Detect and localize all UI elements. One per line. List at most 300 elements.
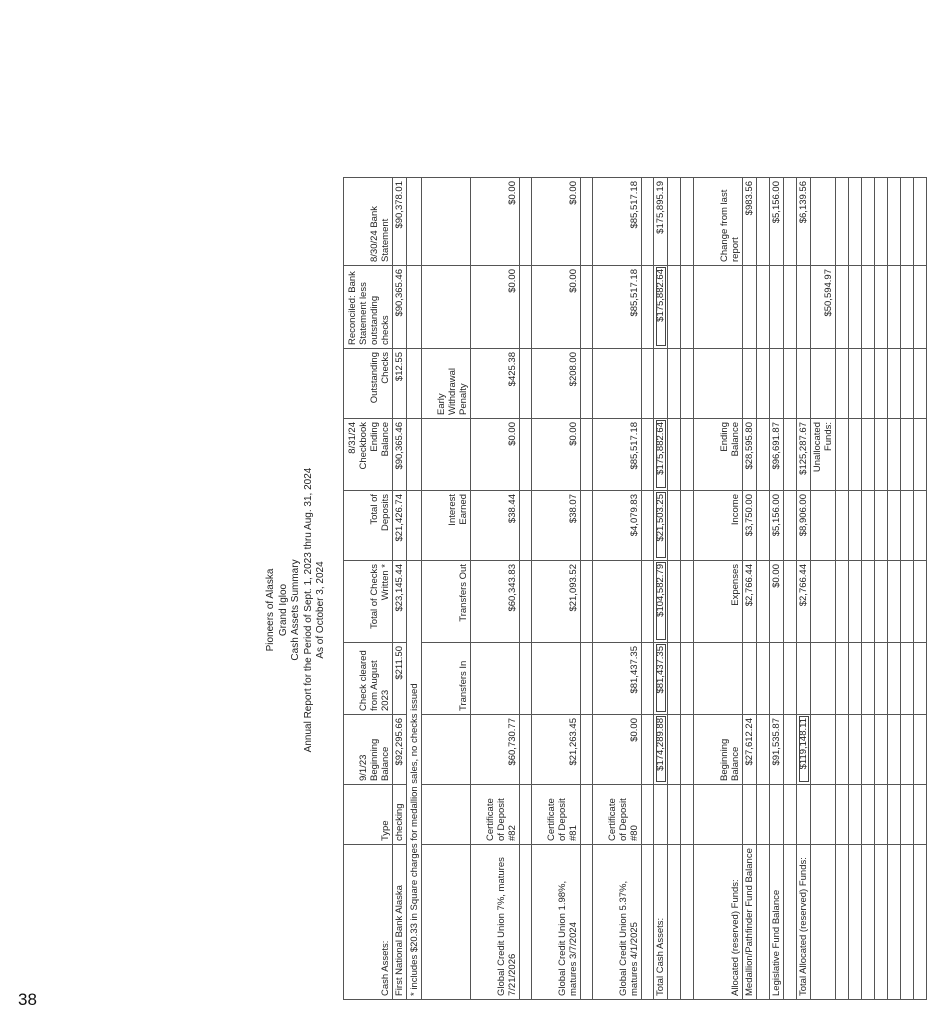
table-cell [642,349,654,419]
table-cell [642,785,654,845]
table-cell [901,561,914,643]
table-cell [770,266,784,349]
rotated-report [0,170,834,1000]
table-row [471,178,520,1000]
table-cell: $175,882.64 [654,419,668,491]
table-row [836,178,849,1000]
table-cell [422,178,471,266]
table-row [875,178,888,1000]
table-cell [668,561,681,643]
table-cell: $92,295.66 [393,715,407,785]
table-cell [593,561,642,643]
table-cell [914,845,927,1000]
table-cell [888,349,901,419]
table-cell [914,561,927,643]
table-cell [862,561,875,643]
table-cell [770,785,784,845]
table-cell: $174,289.88 [654,715,668,785]
table-row [581,178,593,1000]
table-cell [520,266,532,349]
table-cell [849,845,862,1000]
table-cell [836,643,849,715]
table-cell [520,785,532,845]
table-cell: $3,750.00 [743,491,757,561]
table-cell [471,643,520,715]
table-cell [901,178,914,266]
table-cell [757,266,770,349]
table-cell: $208.00 [532,349,581,419]
table-cell [901,419,914,491]
org-name: Pioneers of Alaska [265,568,276,652]
table-cell: $12.55 [393,349,407,419]
table-cell [642,561,654,643]
table-cell [862,715,875,785]
table-cell [668,349,681,419]
table-cell [849,349,862,419]
table-cell [849,178,862,266]
table-cell [797,785,811,845]
table-cell: $0.00 [471,178,520,266]
table-cell: Legislative Fund Balance [770,845,784,1000]
table-cell: $5,156.00 [770,178,784,266]
table-cell [681,643,694,715]
table-row [668,178,681,1000]
table-cell [784,845,797,1000]
table-cell [642,715,654,785]
table-cell [875,643,888,715]
table-cell [784,419,797,491]
table-cell [407,266,422,349]
col-header: Ending Balance [694,419,743,491]
table-cell [681,491,694,561]
table-cell [875,419,888,491]
table-row [743,178,757,1000]
table-cell [784,178,797,266]
table-row [642,178,654,1000]
table-cell [849,266,862,349]
table-cell [836,561,849,643]
table-cell: $0.00 [770,561,784,643]
table-cell: $28,595.80 [743,419,757,491]
table-row [694,178,743,1000]
table-row [811,178,836,1000]
table-cell [784,785,797,845]
table-cell [581,178,593,266]
table-cell [422,266,471,349]
table-cell: $90,365.46 [393,266,407,349]
table-cell: $50,594.97 [811,266,836,349]
table-cell [914,643,927,715]
table-cell: $60,343.83 [471,561,520,643]
col-header: Check cleared from August 2023 [344,643,393,715]
table-cell [642,491,654,561]
table-cell [875,715,888,785]
col-header: Expenses [694,561,743,643]
table-row [757,178,770,1000]
table-cell: $0.00 [471,419,520,491]
table-cell [668,845,681,1000]
table-cell [901,845,914,1000]
table-row [770,178,784,1000]
table-cell [797,266,811,349]
table-cell [901,266,914,349]
table-cell: $0.00 [532,419,581,491]
table-cell [642,845,654,1000]
table-cell [743,266,757,349]
table-cell: $4,079.83 [593,491,642,561]
table-cell [668,785,681,845]
table-cell: $90,378.01 [393,178,407,266]
table-cell [797,643,811,715]
table-cell [757,643,770,715]
table-cell: $96,691.87 [770,419,784,491]
table-cell [581,419,593,491]
table-cell: $6,139.56 [797,178,811,266]
table-cell: $125,287.67 [797,419,811,491]
table-cell [407,349,422,419]
table-cell [422,785,471,845]
table-cell: $27,612.24 [743,715,757,785]
table-cell [849,491,862,561]
table-cell [581,266,593,349]
table-cell: Certificate of Deposit #80 [593,785,642,845]
table-cell [642,643,654,715]
table-cell [862,491,875,561]
table-row [520,178,532,1000]
table-cell [914,715,927,785]
table-cell: $81,437.35 [593,643,642,715]
table-cell [811,643,836,715]
table-cell [532,643,581,715]
table-cell: Unallocated Funds: [811,419,836,491]
table-cell: Global Credit Union 1.98%, matures 3/7/2024 [532,845,581,1000]
table-cell [422,715,471,785]
table-cell [593,349,642,419]
table-cell [862,178,875,266]
table-cell [875,845,888,1000]
col-header: 8/31/24 Checkbook Ending Balance [344,419,393,491]
table-cell [757,715,770,785]
table-cell [407,178,422,266]
table-cell: $60,730.77 [471,715,520,785]
table-cell: $91,535.87 [770,715,784,785]
table-cell [757,491,770,561]
table-cell [694,785,743,845]
table-cell [581,561,593,643]
table-cell: Global Credit Union 5.37%, matures 4/1/2025 [593,845,642,1000]
table-cell [581,785,593,845]
table-cell [836,491,849,561]
cash-assets-table [343,177,927,1000]
table-cell: Global Credit Union 7%, matures 7/21/2026 [471,845,520,1000]
table-cell: $90,365.46 [393,419,407,491]
table-cell: $175,882.64 [654,266,668,349]
table-cell [888,419,901,491]
table-cell [849,643,862,715]
table-cell: $0.00 [471,266,520,349]
table-cell [757,419,770,491]
table-cell [654,785,668,845]
table-cell [811,491,836,561]
table-cell [757,561,770,643]
table-cell [681,266,694,349]
table-cell: $211.50 [393,643,407,715]
table-cell [520,561,532,643]
table-cell: $8,906.00 [797,491,811,561]
table-cell: $5,156.00 [770,491,784,561]
table-cell: $21,503.25 [654,491,668,561]
footnote: * includes $20.33 in Square charges for medallion sales, no checks issued [407,561,422,1000]
table-cell [520,643,532,715]
table-row [862,178,875,1000]
table-cell [888,491,901,561]
table-cell [875,266,888,349]
table-cell [694,643,743,715]
table-cell [668,178,681,266]
table-cell [862,419,875,491]
table-cell [811,845,836,1000]
table-cell [901,643,914,715]
table-row [593,178,642,1000]
table-cell [862,349,875,419]
table-cell [784,561,797,643]
table-cell: Total Cash Assets: [654,845,668,1000]
table-cell [811,561,836,643]
table-cell: $0.00 [532,178,581,266]
table-cell [520,178,532,266]
table-cell [642,419,654,491]
table-cell: $23,145.44 [393,561,407,643]
table-row [888,178,901,1000]
table-cell [836,785,849,845]
col-header: Beginning Balance [694,715,743,785]
table-cell: $81,437.35 [654,643,668,715]
table-cell [836,178,849,266]
table-cell [888,178,901,266]
col-header: Type [344,785,393,845]
col-header: 9/1/23 Beginning Balance [344,715,393,785]
table-cell [836,349,849,419]
table-cell [875,349,888,419]
col-header: Allocated (reserved) Funds: [694,845,743,1000]
table-cell [681,349,694,419]
table-cell [797,349,811,419]
col-header: 8/30/24 Bank Statement [344,178,393,266]
table-cell [757,845,770,1000]
table-row [532,178,581,1000]
table-cell [668,715,681,785]
table-cell [901,785,914,845]
table-cell [862,643,875,715]
table-cell: $425.38 [471,349,520,419]
table-cell [888,266,901,349]
table-row [901,178,914,1000]
table-cell: $85,517.18 [593,266,642,349]
table-cell [888,643,901,715]
table-cell [422,845,471,1000]
table-cell [914,419,927,491]
table-cell [914,785,927,845]
table-cell: Certificate of Deposit #81 [532,785,581,845]
table-cell: $175,895.19 [654,178,668,266]
table-cell [811,715,836,785]
table-cell [581,643,593,715]
table-cell [681,561,694,643]
table-cell: $119,148.11 [797,715,811,785]
table-cell [862,266,875,349]
table-row [784,178,797,1000]
table-cell [681,178,694,266]
table-cell: Certificate of Deposit #82 [471,785,520,845]
table-row [797,178,811,1000]
table-row [654,178,668,1000]
table-cell [681,785,694,845]
table-cell [743,785,757,845]
table-cell [681,845,694,1000]
table-cell [770,349,784,419]
table-cell [875,491,888,561]
table-row [422,178,471,1000]
table-cell [668,491,681,561]
col-header: Total of Deposits [344,491,393,561]
table-cell [836,715,849,785]
table-cell [681,419,694,491]
table-cell [681,715,694,785]
table-cell [520,491,532,561]
table-cell [862,845,875,1000]
table-cell: $21,263.45 [532,715,581,785]
table-row [849,178,862,1000]
table-cell [743,643,757,715]
col-header: Interest Earned [422,491,471,561]
table-cell [811,349,836,419]
col-header: Total of Checks Written * [344,561,393,643]
col-header: Transfers Out [422,561,471,643]
table-cell [836,419,849,491]
table-cell [862,785,875,845]
table-cell: $2,766.44 [743,561,757,643]
col-header: Cash Assets: [344,845,393,1000]
table-cell [888,845,901,1000]
table-cell [581,491,593,561]
report-title: Cash Assets Summary [290,559,301,661]
table-cell [849,715,862,785]
table-cell [422,419,471,491]
table-cell [694,266,743,349]
table-cell: $38.07 [532,491,581,561]
table-cell [784,643,797,715]
table-cell [849,419,862,491]
table-cell: $983.56 [743,178,757,266]
table-cell [784,349,797,419]
table-cell [407,491,422,561]
col-header: Outstanding Checks [344,349,393,419]
col-header: Change from last report [694,178,743,266]
unit-name: Grand Igloo [277,583,289,637]
table-cell: $38.44 [471,491,520,561]
table-row [407,178,422,1000]
table-cell [914,349,927,419]
table-cell: $21,426.74 [393,491,407,561]
table-cell [743,349,757,419]
table-cell [581,349,593,419]
table-cell [581,715,593,785]
table-cell [875,785,888,845]
table-cell [668,419,681,491]
table-cell: Medallion/Pathfinder Fund Balance [743,845,757,1000]
table-cell [668,643,681,715]
table-cell [520,845,532,1000]
table-cell [914,178,927,266]
table-cell [901,349,914,419]
col-header: Early Withdrawal Penalty [422,349,471,419]
table-cell: $0.00 [532,266,581,349]
table-row [681,178,694,1000]
table-row [914,178,927,1000]
table-cell: checking [393,785,407,845]
table-cell [668,266,681,349]
table-cell: $2,766.44 [797,561,811,643]
table-cell [654,349,668,419]
table-cell [694,349,743,419]
table-cell: $85,517.18 [593,419,642,491]
table-cell [836,845,849,1000]
table-cell [784,266,797,349]
table-cell: First National Bank Alaska [393,845,407,1000]
table-cell [407,419,422,491]
table-cell [757,178,770,266]
table-cell [520,715,532,785]
table-cell [784,715,797,785]
table-cell [784,491,797,561]
table-cell: $85,517.18 [593,178,642,266]
table-cell [875,178,888,266]
table-cell [888,561,901,643]
col-header: Income [694,491,743,561]
page-number: 38 [18,990,37,1009]
table-cell [770,643,784,715]
report-period: Annual Report for the Period of Sept. 1, 2023 thru Aug. 31, 2024 [302,467,314,753]
table-cell [757,349,770,419]
table-cell [642,266,654,349]
col-header: Reconciled: Bank Statement less outstanding checks [344,266,393,349]
table-cell [811,785,836,845]
table-cell: $104,582.79 [654,561,668,643]
report-as-of: As of October 3, 2024 [315,561,326,659]
table-cell [849,785,862,845]
table-cell [914,491,927,561]
table-cell [757,785,770,845]
table-cell: $0.00 [593,715,642,785]
table-cell: $21,093.52 [532,561,581,643]
table-cell [520,419,532,491]
table-cell [849,561,862,643]
table-cell: Total Allocated (reserved) Funds: [797,845,811,1000]
table-cell [888,715,901,785]
table-cell [901,491,914,561]
table-cell [581,845,593,1000]
table-cell [914,266,927,349]
table-row [344,178,393,1000]
report-header [265,260,328,960]
table-cell [836,266,849,349]
table-cell [888,785,901,845]
table-cell [875,561,888,643]
table-cell [811,178,836,266]
table-row [393,178,407,1000]
table-cell [520,349,532,419]
col-header: Transfers In [422,643,471,715]
